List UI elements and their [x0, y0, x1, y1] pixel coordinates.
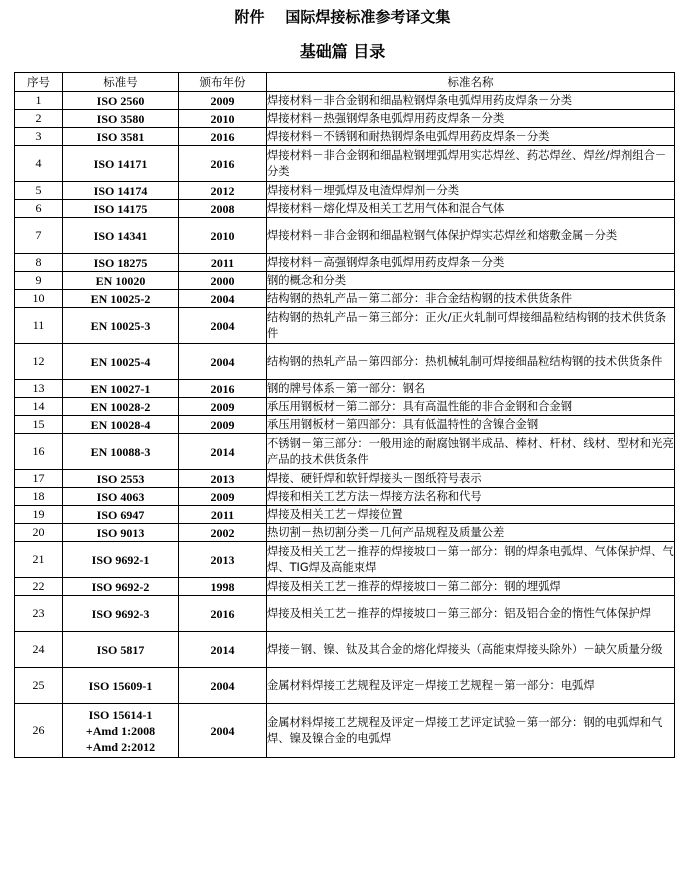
standard-number — [63, 146, 179, 182]
standard-number-line: EN 10088-3 — [90, 444, 151, 459]
table-row — [15, 110, 675, 128]
standard-number — [63, 344, 179, 380]
standard-number-line: ISO 9692-3 — [91, 606, 150, 621]
standard-number-line: ISO 9013 — [96, 525, 145, 540]
header-name: 标准名称 — [267, 73, 675, 92]
standard-name: 钢的牌号体系－第一部分：钢名 — [267, 380, 675, 398]
publication-year: 2009 — [179, 398, 267, 416]
row-number: 1 — [15, 92, 63, 110]
standard-name: 热切割－热切割分类－几何产品规程及质量公差 — [267, 524, 675, 542]
publication-year: 2002 — [179, 524, 267, 542]
standard-name: 焊接材料－热强钢焊条电弧焊用药皮焊条－分类 — [267, 110, 675, 128]
table-row — [15, 182, 675, 200]
standard-number-line: EN 10020 — [95, 273, 146, 288]
publication-year: 2009 — [179, 416, 267, 434]
publication-year: 2014 — [179, 434, 267, 470]
standard-number-line: ISO 14341 — [93, 228, 148, 243]
standard-number — [63, 416, 179, 434]
standard-number — [63, 434, 179, 470]
publication-year: 2004 — [179, 308, 267, 344]
table-row — [15, 668, 675, 704]
standard-name: 焊接材料－非合金钢和细晶粒钢焊条电弧焊用药皮焊条－分类 — [267, 92, 675, 110]
publication-year: 2016 — [179, 596, 267, 632]
standard-number — [63, 524, 179, 542]
table-row — [15, 272, 675, 290]
row-number: 6 — [15, 200, 63, 218]
row-number: 13 — [15, 380, 63, 398]
standard-number-line: EN 10028-4 — [90, 417, 151, 432]
publication-year: 2004 — [179, 290, 267, 308]
header-number: 序号 — [15, 73, 63, 92]
table-row — [15, 488, 675, 506]
standard-number — [63, 506, 179, 524]
standard-number — [63, 254, 179, 272]
publication-year: 1998 — [179, 578, 267, 596]
table-row — [15, 254, 675, 272]
standard-name: 焊接及相关工艺－推荐的焊接坡口－第二部分：钢的埋弧焊 — [267, 578, 675, 596]
header-standard: 标准号 — [63, 73, 179, 92]
row-number: 22 — [15, 578, 63, 596]
standard-name: 焊接及相关工艺－推荐的焊接坡口－第一部分：钢的焊条电弧焊、气体保护焊、气焊、TIG焊及高能束焊 — [267, 542, 675, 578]
table-row — [15, 506, 675, 524]
standard-name: 不锈钢－第三部分：一般用途的耐腐蚀钢半成品、棒材、杆材、线材、型材和光亮产品的技术供货条件 — [267, 434, 675, 470]
standard-number-line: EN 10027-1 — [90, 381, 151, 396]
standard-number-line: ISO 15609-1 — [88, 678, 153, 693]
table-row — [15, 596, 675, 632]
standard-number — [63, 128, 179, 146]
row-number: 19 — [15, 506, 63, 524]
row-number: 9 — [15, 272, 63, 290]
standard-number — [63, 290, 179, 308]
standard-name: 焊接材料－埋弧焊及电渣焊焊剂－分类 — [267, 182, 675, 200]
row-number: 14 — [15, 398, 63, 416]
document-title: 附件 国际焊接标准参考译文集 — [234, 8, 451, 26]
publication-year: 2014 — [179, 632, 267, 668]
standard-number — [63, 596, 179, 632]
row-number: 20 — [15, 524, 63, 542]
standard-number-line: ISO 2560 — [96, 93, 145, 108]
standard-number — [63, 578, 179, 596]
standard-number-line: ISO 14175 — [93, 201, 148, 216]
row-number: 15 — [15, 416, 63, 434]
publication-year: 2013 — [179, 542, 267, 578]
table-body — [15, 92, 675, 758]
standard-number-line: +Amd 2:2012 — [85, 739, 156, 754]
row-number: 11 — [15, 308, 63, 344]
table-row — [15, 128, 675, 146]
row-number: 18 — [15, 488, 63, 506]
publication-year: 2004 — [179, 704, 267, 758]
standard-name: 结构钢的热轧产品－第二部分：非合金结构钢的技术供货条件 — [267, 290, 675, 308]
publication-year: 2016 — [179, 146, 267, 182]
standard-number — [63, 218, 179, 254]
publication-year: 2009 — [179, 92, 267, 110]
publication-year: 2011 — [179, 254, 267, 272]
row-number: 12 — [15, 344, 63, 380]
standard-name: 焊接材料－不锈钢和耐热钢焊条电弧焊用药皮焊条－分类 — [267, 128, 675, 146]
table-row — [15, 146, 675, 182]
standard-name: 焊接材料－非合金钢和细晶粒钢气体保护焊实芯焊丝和熔敷金属－分类 — [267, 218, 675, 254]
publication-year: 2012 — [179, 182, 267, 200]
standard-name: 钢的概念和分类 — [267, 272, 675, 290]
standard-number-line: EN 10025-4 — [90, 354, 151, 369]
row-number: 23 — [15, 596, 63, 632]
standard-number-line: ISO 5817 — [96, 642, 145, 657]
standard-number — [63, 182, 179, 200]
table-row — [15, 380, 675, 398]
publication-year: 2004 — [179, 668, 267, 704]
table-row — [15, 578, 675, 596]
table-header-row — [15, 73, 675, 92]
row-number: 2 — [15, 110, 63, 128]
publication-year: 2010 — [179, 110, 267, 128]
standard-number-line: +Amd 1:2008 — [85, 723, 156, 738]
standard-number-line: ISO 4063 — [96, 489, 145, 504]
standard-number-line: ISO 15614-1 — [88, 707, 153, 722]
standard-number-line: ISO 6947 — [96, 507, 145, 522]
table-row — [15, 632, 675, 668]
header-year: 颁布年份 — [179, 73, 267, 92]
standard-name: 焊接、硬钎焊和软钎焊接头－图纸符号表示 — [267, 470, 675, 488]
standard-name: 承压用钢板材－第二部分：具有高温性能的非合金钢和合金钢 — [267, 398, 675, 416]
row-number: 7 — [15, 218, 63, 254]
table-row — [15, 92, 675, 110]
table-row — [15, 398, 675, 416]
row-number: 25 — [15, 668, 63, 704]
standard-number-line: ISO 3581 — [96, 129, 145, 144]
standard-number-line: ISO 2553 — [96, 471, 145, 486]
publication-year: 2009 — [179, 488, 267, 506]
standard-name: 焊接材料－熔化焊及相关工艺用气体和混合气体 — [267, 200, 675, 218]
standard-number — [63, 110, 179, 128]
row-number: 21 — [15, 542, 63, 578]
row-number: 4 — [15, 146, 63, 182]
standard-number-line: ISO 9692-1 — [91, 552, 150, 567]
row-number: 17 — [15, 470, 63, 488]
standard-name: 焊接和相关工艺方法－焊接方法名称和代号 — [267, 488, 675, 506]
table-row — [15, 290, 675, 308]
standard-name: 金属材料焊接工艺规程及评定－焊接工艺规程－第一部分：电弧焊 — [267, 668, 675, 704]
publication-year: 2010 — [179, 218, 267, 254]
table-row — [15, 416, 675, 434]
standards-table — [14, 72, 675, 758]
publication-year: 2008 — [179, 200, 267, 218]
standard-name: 结构钢的热轧产品－第四部分：热机械轧制可焊接细晶粒结构钢的技术供货条件 — [267, 344, 675, 380]
standard-name: 焊接材料－非合金钢和细晶粒钢埋弧焊用实芯焊丝、药芯焊丝、焊丝/焊剂组合－分类 — [267, 146, 675, 182]
standard-number-line: EN 10025-2 — [90, 291, 151, 306]
row-number: 10 — [15, 290, 63, 308]
row-number: 5 — [15, 182, 63, 200]
standard-number-line: ISO 3580 — [96, 111, 145, 126]
publication-year: 2011 — [179, 506, 267, 524]
standard-number-line: ISO 14171 — [93, 156, 148, 171]
standard-number-line: EN 10025-3 — [90, 318, 151, 333]
row-number: 8 — [15, 254, 63, 272]
table-row — [15, 542, 675, 578]
standard-name: 焊接及相关工艺－焊接位置 — [267, 506, 675, 524]
table-row — [15, 434, 675, 470]
standard-number — [63, 542, 179, 578]
standard-number — [63, 200, 179, 218]
standard-number-line: ISO 18275 — [93, 255, 148, 270]
standard-number — [63, 668, 179, 704]
standard-number — [63, 92, 179, 110]
standard-number-line: EN 10028-2 — [90, 399, 151, 414]
publication-year: 2000 — [179, 272, 267, 290]
document-subtitle: 基础篇 目录 — [299, 42, 386, 61]
row-number: 3 — [15, 128, 63, 146]
standard-number — [63, 632, 179, 668]
standard-number — [63, 704, 179, 758]
publication-year: 2004 — [179, 344, 267, 380]
table-row — [15, 308, 675, 344]
table-row — [15, 200, 675, 218]
standard-name: 金属材料焊接工艺规程及评定－焊接工艺评定试验－第一部分：钢的电弧焊和气焊、镍及镍合金的电弧焊 — [267, 704, 675, 758]
standard-number — [63, 470, 179, 488]
standard-name: 结构钢的热轧产品－第三部分：正火/正火轧制可焊接细晶粒结构钢的技术供货条件 — [267, 308, 675, 344]
row-number: 24 — [15, 632, 63, 668]
standard-number — [63, 488, 179, 506]
table-row — [15, 524, 675, 542]
row-number: 16 — [15, 434, 63, 470]
standard-number-line: ISO 9692-2 — [91, 579, 150, 594]
publication-year: 2016 — [179, 380, 267, 398]
standard-number — [63, 380, 179, 398]
standard-name: 焊接材料－高强钢焊条电弧焊用药皮焊条－分类 — [267, 254, 675, 272]
table-row — [15, 704, 675, 758]
standard-number — [63, 272, 179, 290]
publication-year: 2013 — [179, 470, 267, 488]
standard-number-line: ISO 14174 — [93, 183, 148, 198]
standard-number — [63, 308, 179, 344]
row-number: 26 — [15, 704, 63, 758]
table-row — [15, 470, 675, 488]
table-row — [15, 344, 675, 380]
table-row — [15, 218, 675, 254]
standard-number — [63, 398, 179, 416]
standard-name: 焊接及相关工艺－推荐的焊接坡口－第三部分：铝及铝合金的惰性气体保护焊 — [267, 596, 675, 632]
standard-name: 承压用钢板材－第四部分：具有低温特性的含镍合金钢 — [267, 416, 675, 434]
publication-year: 2016 — [179, 128, 267, 146]
standard-name: 焊接－钢、镍、钛及其合金的熔化焊接头（高能束焊接头除外）－缺欠质量分级 — [267, 632, 675, 668]
